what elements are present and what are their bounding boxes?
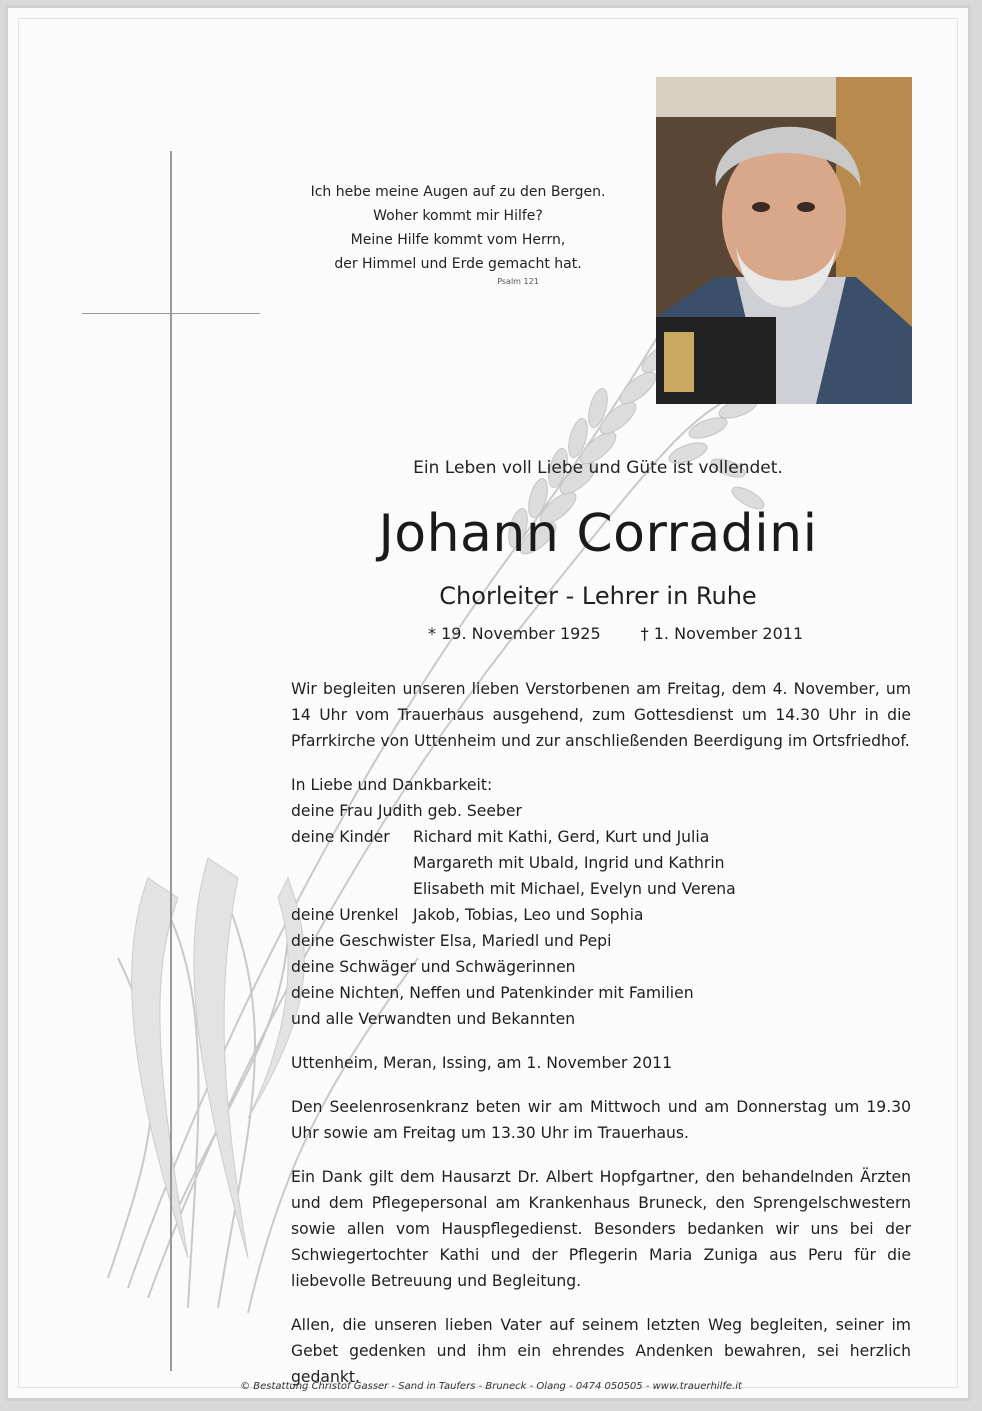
funeral-home-footer: © Bestattung Christof Gasser - Sand in Taufers - Bruneck - Olang - 0474 050505 - www.trauerhilfe.it xyxy=(240,1381,742,1392)
life-dates xyxy=(428,624,808,643)
motto: Ein Leben voll Liebe und Güte ist vollendet. xyxy=(413,458,783,478)
verse-line: der Himmel und Erde gemacht hat. xyxy=(334,256,582,272)
portrait-photo xyxy=(656,77,912,404)
birth-date: * 19. November 1925 xyxy=(428,624,601,643)
family-greatgrandchildren xyxy=(291,902,911,928)
greatgrand-names: Jakob, Tobias, Leo und Sophia xyxy=(413,906,644,924)
verse-source: Psalm 121 xyxy=(497,277,539,286)
greatgrand-label: deine Urenkel xyxy=(291,906,399,924)
obituary-body xyxy=(291,676,911,1390)
closing-text: Allen, die unseren lieben Vater auf seinem letzten Weg begleiten, seiner im Gebet gedenken und ihm ein ehrendes Andenken bewahren, sei herzlich gedankt. xyxy=(291,1316,911,1386)
child-line: Elisabeth mit Michael, Evelyn und Verena xyxy=(413,880,736,898)
deceased-role: Chorleiter - Lehrer in Ruhe xyxy=(439,582,757,610)
thanks-text: Ein Dank gilt dem Hausarzt Dr. Albert Hopfgartner, den behandelnden Ärzten und dem Pflegepersonal am Krankenhaus Bruneck, den Sprengelschwestern sowie allen vom Hauspflegedienst. Besonders bedanken wir uns bei der Schwiegertochter Kathi und der Pflegerin Maria Zuniga aus Peru für die liebevolle Betreuung und Begleitung. xyxy=(291,1168,911,1290)
portrait-illustration xyxy=(656,77,912,404)
cross-horizontal xyxy=(82,313,260,314)
family-line: deine Schwäger und Schwägerinnen xyxy=(291,958,576,976)
family-line: deine Geschwister Elsa, Mariedl und Pepi xyxy=(291,932,612,950)
family-line: und alle Verwandten und Bekannten xyxy=(291,1010,576,1028)
family-line: deine Nichten, Neffen und Patenkinder mit Familien xyxy=(291,984,694,1002)
family-children xyxy=(291,824,911,902)
cross-vertical xyxy=(170,151,172,1371)
children-label: deine Kinder xyxy=(291,828,390,846)
family-wife: deine Frau Judith geb. Seeber xyxy=(291,802,522,820)
death-date: † 1. November 2011 xyxy=(640,624,804,643)
child-line: Richard mit Kathi, Gerd, Kurt und Julia xyxy=(413,828,710,846)
child-line: Margareth mit Ubald, Ingrid und Kathrin xyxy=(413,854,725,872)
verse-line: Ich hebe meine Augen auf zu den Bergen. xyxy=(310,184,606,200)
deceased-name: Johann Corradini xyxy=(378,504,818,564)
obituary-page xyxy=(5,5,971,1401)
psalm-verse xyxy=(308,180,608,288)
funeral-text: Wir begleiten unseren lieben Verstorbenen am Freitag, dem 4. November, um 14 Uhr vom Trauerhaus ausgehend, zum Gottesdienst um 14.30 Uhr in die Pfarrkirche von Uttenheim und zur anschließenden Beerdigung im Ortsfriedhof. xyxy=(291,680,911,750)
family-intro: In Liebe und Dankbarkeit: xyxy=(291,776,493,794)
verse-line: Woher kommt mir Hilfe? xyxy=(373,208,543,224)
rosary-text: Den Seelenrosenkranz beten wir am Mittwoch und am Donnerstag um 19.30 Uhr sowie am Freitag um 13.30 Uhr im Trauerhaus. xyxy=(291,1098,911,1142)
verse-line: Meine Hilfe kommt vom Herrn, xyxy=(350,232,566,248)
place-date: Uttenheim, Meran, Issing, am 1. November 2011 xyxy=(291,1054,673,1072)
